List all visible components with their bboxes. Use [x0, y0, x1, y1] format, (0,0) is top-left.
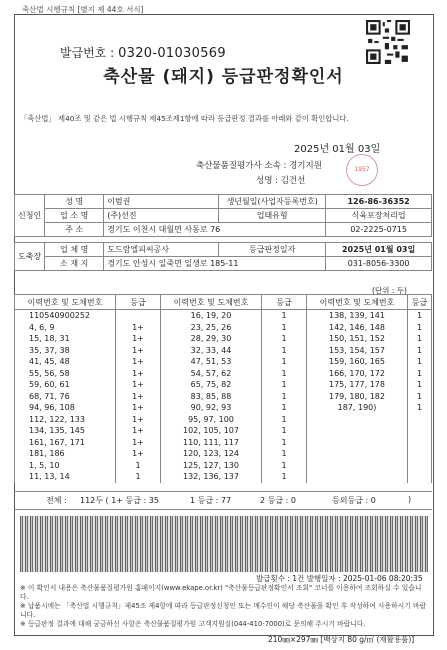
biz-type: 식육포장처리업 — [326, 209, 432, 223]
trace-number-cell: 23, 25, 26 — [161, 322, 262, 334]
out-grade-total: 등외등급 : 0 — [332, 496, 376, 505]
trace-number-cell: 175, 177, 178 — [307, 379, 408, 391]
qr-code-icon — [366, 20, 410, 64]
grading-results-table — [14, 294, 432, 483]
paper-spec: 210㎜×297㎜ [백상지 80 g/㎡ (재활용품)] — [268, 635, 415, 644]
grade-cell: 1 — [408, 356, 432, 368]
trace-number-cell: 55, 56, 58 — [15, 368, 116, 380]
grade-cell: 1+ — [116, 356, 161, 368]
trace-number-cell: 181, 186 — [15, 448, 116, 460]
trace-number-cell: 1, 5, 10 — [15, 460, 116, 472]
biz-type-label: 업태유형 — [219, 209, 326, 223]
slaughterhouse-table — [14, 242, 432, 271]
applicant-name-label: 성 명 — [45, 195, 104, 209]
birth-label: 생년월일(사업자등록번호) — [219, 195, 326, 209]
table-row — [15, 448, 432, 460]
grade-cell: 1 — [408, 379, 432, 391]
slaughterhouse-name: 도드람엘피씨공사 — [104, 243, 219, 257]
table-row — [15, 345, 432, 357]
grade-cell: 1 — [408, 345, 432, 357]
grading-date: 2025년 01월 03일 — [326, 243, 432, 257]
grader-name: 성명 : 김건선 — [256, 176, 306, 186]
issue-info: 발급횟수 : 1건 발행일자 : 2025-01-06 08:20:35 — [256, 574, 423, 583]
trace-number-cell: 138, 139, 141 — [307, 310, 408, 322]
grade-cell: 1+ — [116, 345, 161, 357]
grade-cell: 1 — [262, 391, 307, 403]
trace-number-cell: 102, 105, 107 — [161, 425, 262, 437]
grader-organization: 축산물품질평가사 소속 : 경기지원 — [196, 161, 322, 171]
address-label: 주 소 — [45, 223, 104, 237]
trace-number-cell: 150, 151, 152 — [307, 333, 408, 345]
trace-number-cell: 110540900252 — [15, 310, 116, 322]
col-header: 등급 — [408, 295, 432, 310]
trace-number-cell: 4, 6, 9 — [15, 322, 116, 334]
trace-number-cell: 41, 45, 48 — [15, 356, 116, 368]
issue-date: 2025년 01월 03일 — [294, 144, 381, 155]
trace-number-cell: 28, 29, 30 — [161, 333, 262, 345]
total-value: 112두 ( 1+ 등급 : 35 — [80, 496, 159, 505]
grade-cell: 1 — [116, 460, 161, 472]
trace-number-cell: 35, 37, 38 — [15, 345, 116, 357]
grade-cell: 1 — [262, 402, 307, 414]
grade-cell — [408, 425, 432, 437]
table-row — [15, 437, 432, 449]
grade-cell: 1 — [408, 368, 432, 380]
trace-number-cell — [307, 425, 408, 437]
trace-number-cell: 59, 60, 61 — [15, 379, 116, 391]
col-header: 이력번호 및 도체번호 — [307, 295, 408, 310]
grade-cell: 1 — [262, 414, 307, 426]
issue-number-label: 발급번호 : — [60, 46, 115, 60]
grade-cell — [408, 448, 432, 460]
grade-cell: 1+ — [116, 368, 161, 380]
grade-cell: 1 — [408, 402, 432, 414]
table-row — [15, 391, 432, 403]
grade2-total: 2 등급 : 0 — [260, 496, 296, 505]
note-item: ※ 납품시에는 「축산법 시행규칙」제45조 제4항에 따라 등급판정신청인 또는 매수인이 해당 축산물을 확인 후 작성하여 사용하시기 바랍니다. — [20, 602, 427, 619]
table-row — [15, 414, 432, 426]
trace-number-cell: 179, 180, 182 — [307, 391, 408, 403]
barcode-icon — [20, 516, 428, 572]
table-row — [15, 368, 432, 380]
grade-cell: 1+ — [116, 437, 161, 449]
grade-cell: 1 — [408, 333, 432, 345]
col-header: 등급 — [116, 295, 161, 310]
slaughterhouse-side-label: 도축장 — [15, 243, 45, 271]
birth-value: 126-86-36352 — [326, 195, 432, 209]
form-label: 축산법 시행규칙 [별지 제 44호 서식] — [22, 5, 144, 14]
grade-cell: 1 — [262, 368, 307, 380]
grade-cell — [408, 414, 432, 426]
trace-number-cell: 54, 57, 62 — [161, 368, 262, 380]
grade-cell: 1 — [262, 333, 307, 345]
grade-cell: 1 — [262, 379, 307, 391]
trace-number-cell: 16, 19, 20 — [161, 310, 262, 322]
grade-cell: 1 — [408, 310, 432, 322]
grade-cell — [408, 460, 432, 472]
grade-cell: 1+ — [116, 425, 161, 437]
notes — [20, 584, 430, 629]
unit-label: (단위 : 두) — [372, 286, 407, 295]
trace-number-cell — [307, 448, 408, 460]
table-row — [15, 425, 432, 437]
trace-number-cell: 47, 51, 53 — [161, 356, 262, 368]
grade-cell: 1+ — [116, 414, 161, 426]
document-title: 축산물 (돼지) 등급판정확인서 — [103, 67, 344, 87]
applicant-side-label: 신청인 — [15, 195, 45, 237]
grade-cell: 1 — [262, 310, 307, 322]
col-header: 이력번호 및 도체번호 — [161, 295, 262, 310]
trace-number-cell: 132, 136, 137 — [161, 471, 262, 483]
table-row — [15, 356, 432, 368]
trace-number-cell: 187, 190) — [307, 402, 408, 414]
totals-row — [14, 491, 432, 510]
trace-number-cell: 112, 122, 133 — [15, 414, 116, 426]
law-statement: 「축산법」 제40조 및 같은 법 시행규칙 제45조제1항에 따라 등급판정 결과를 아래와 같이 확인합니다. — [20, 114, 349, 123]
trace-number-cell: 15, 18, 31 — [15, 333, 116, 345]
grade-cell — [408, 471, 432, 483]
col-header: 이력번호 및 도체번호 — [15, 295, 116, 310]
applicant-phone: 02-2225-0715 — [326, 223, 432, 237]
table-row — [15, 310, 432, 322]
grade-cell: 1 — [262, 448, 307, 460]
applicant-table — [14, 194, 432, 237]
issue-number-value: 0320-01030569 — [118, 46, 226, 61]
grade-cell: 1+ — [116, 379, 161, 391]
seal-text: 1957 — [354, 166, 370, 173]
results-body — [15, 310, 432, 483]
trace-number-cell: 153, 154, 157 — [307, 345, 408, 357]
table-row — [15, 402, 432, 414]
total-label: 전체 : — [46, 496, 67, 505]
trace-number-cell: 134, 135, 145 — [15, 425, 116, 437]
grade-cell: 1 — [408, 391, 432, 403]
trace-number-cell: 32, 33, 44 — [161, 345, 262, 357]
grading-date-label: 등급판정일자 — [219, 243, 326, 257]
trace-number-cell — [307, 437, 408, 449]
note-item: ※ 이 확인서 내용은 축산물품질평가원 홈페이지(www.ekape.or.kr) "축산물등급판정확인서 조회" 코너를 이용하여 조회하실 수 있습니다. — [20, 584, 422, 601]
grade-cell: 1 — [262, 460, 307, 472]
trace-number-cell: 65, 75, 82 — [161, 379, 262, 391]
grade-cell: 1 — [262, 322, 307, 334]
trace-number-cell: 94, 96, 108 — [15, 402, 116, 414]
slaughterhouse-phone: 031-8056-3300 — [326, 257, 432, 271]
table-row — [15, 379, 432, 391]
grade-cell: 1+ — [116, 391, 161, 403]
total-close: ) — [408, 495, 412, 504]
trace-number-cell: 166, 170, 172 — [307, 368, 408, 380]
col-header: 등급 — [262, 295, 307, 310]
table-row — [15, 471, 432, 483]
grade-cell — [116, 310, 161, 322]
trace-number-cell: 161, 167, 171 — [15, 437, 116, 449]
grade-cell: 1+ — [116, 402, 161, 414]
grade-cell: 1 — [262, 425, 307, 437]
issue-number — [60, 44, 226, 61]
trace-number-cell: 95, 97, 100 — [161, 414, 262, 426]
company-name: (주)선진 — [104, 209, 219, 223]
grade-cell: 1 — [116, 471, 161, 483]
trace-number-cell — [307, 471, 408, 483]
slaughterhouse-name-label: 업 체 명 — [45, 243, 104, 257]
trace-number-cell: 83, 85, 88 — [161, 391, 262, 403]
grade-cell: 1 — [262, 345, 307, 357]
trace-number-cell: 90, 92, 93 — [161, 402, 262, 414]
company-label: 업 소 명 — [45, 209, 104, 223]
trace-number-cell: 125, 127, 130 — [161, 460, 262, 472]
slaughterhouse-address: 경기도 안성시 일죽면 일생로 185-11 — [104, 257, 326, 271]
table-row — [15, 333, 432, 345]
official-seal-icon — [346, 154, 378, 186]
note-item: ※ 등급판정 결과에 대해 궁금하신 사항은 축산물품질평가원 고객지원실(044-410-7000)로 문의해 주시기 바랍니다. — [20, 620, 366, 628]
trace-number-cell: 68, 71, 76 — [15, 391, 116, 403]
applicant-address: 경기도 이천시 대월면 사동로 76 — [104, 223, 326, 237]
trace-number-cell — [307, 414, 408, 426]
grade-cell: 1 — [262, 437, 307, 449]
trace-number-cell: 110, 111, 117 — [161, 437, 262, 449]
grade-cell: 1 — [408, 322, 432, 334]
grade-cell: 1+ — [116, 333, 161, 345]
trace-number-cell: 11, 13, 14 — [15, 471, 116, 483]
table-row — [15, 322, 432, 334]
grade-cell: 1 — [262, 471, 307, 483]
grade-cell: 1+ — [116, 322, 161, 334]
trace-number-cell: 120, 123, 124 — [161, 448, 262, 460]
trace-number-cell — [307, 460, 408, 472]
trace-number-cell: 142, 146, 148 — [307, 322, 408, 334]
table-row — [15, 460, 432, 472]
grade-cell: 1+ — [116, 448, 161, 460]
trace-number-cell: 159, 160, 165 — [307, 356, 408, 368]
grade-cell — [408, 437, 432, 449]
location-label: 소 재 지 — [45, 257, 104, 271]
grade-cell: 1 — [262, 356, 307, 368]
applicant-name: 이범권 — [104, 195, 219, 209]
grade1-total: 1 등급 : 77 — [190, 496, 232, 505]
